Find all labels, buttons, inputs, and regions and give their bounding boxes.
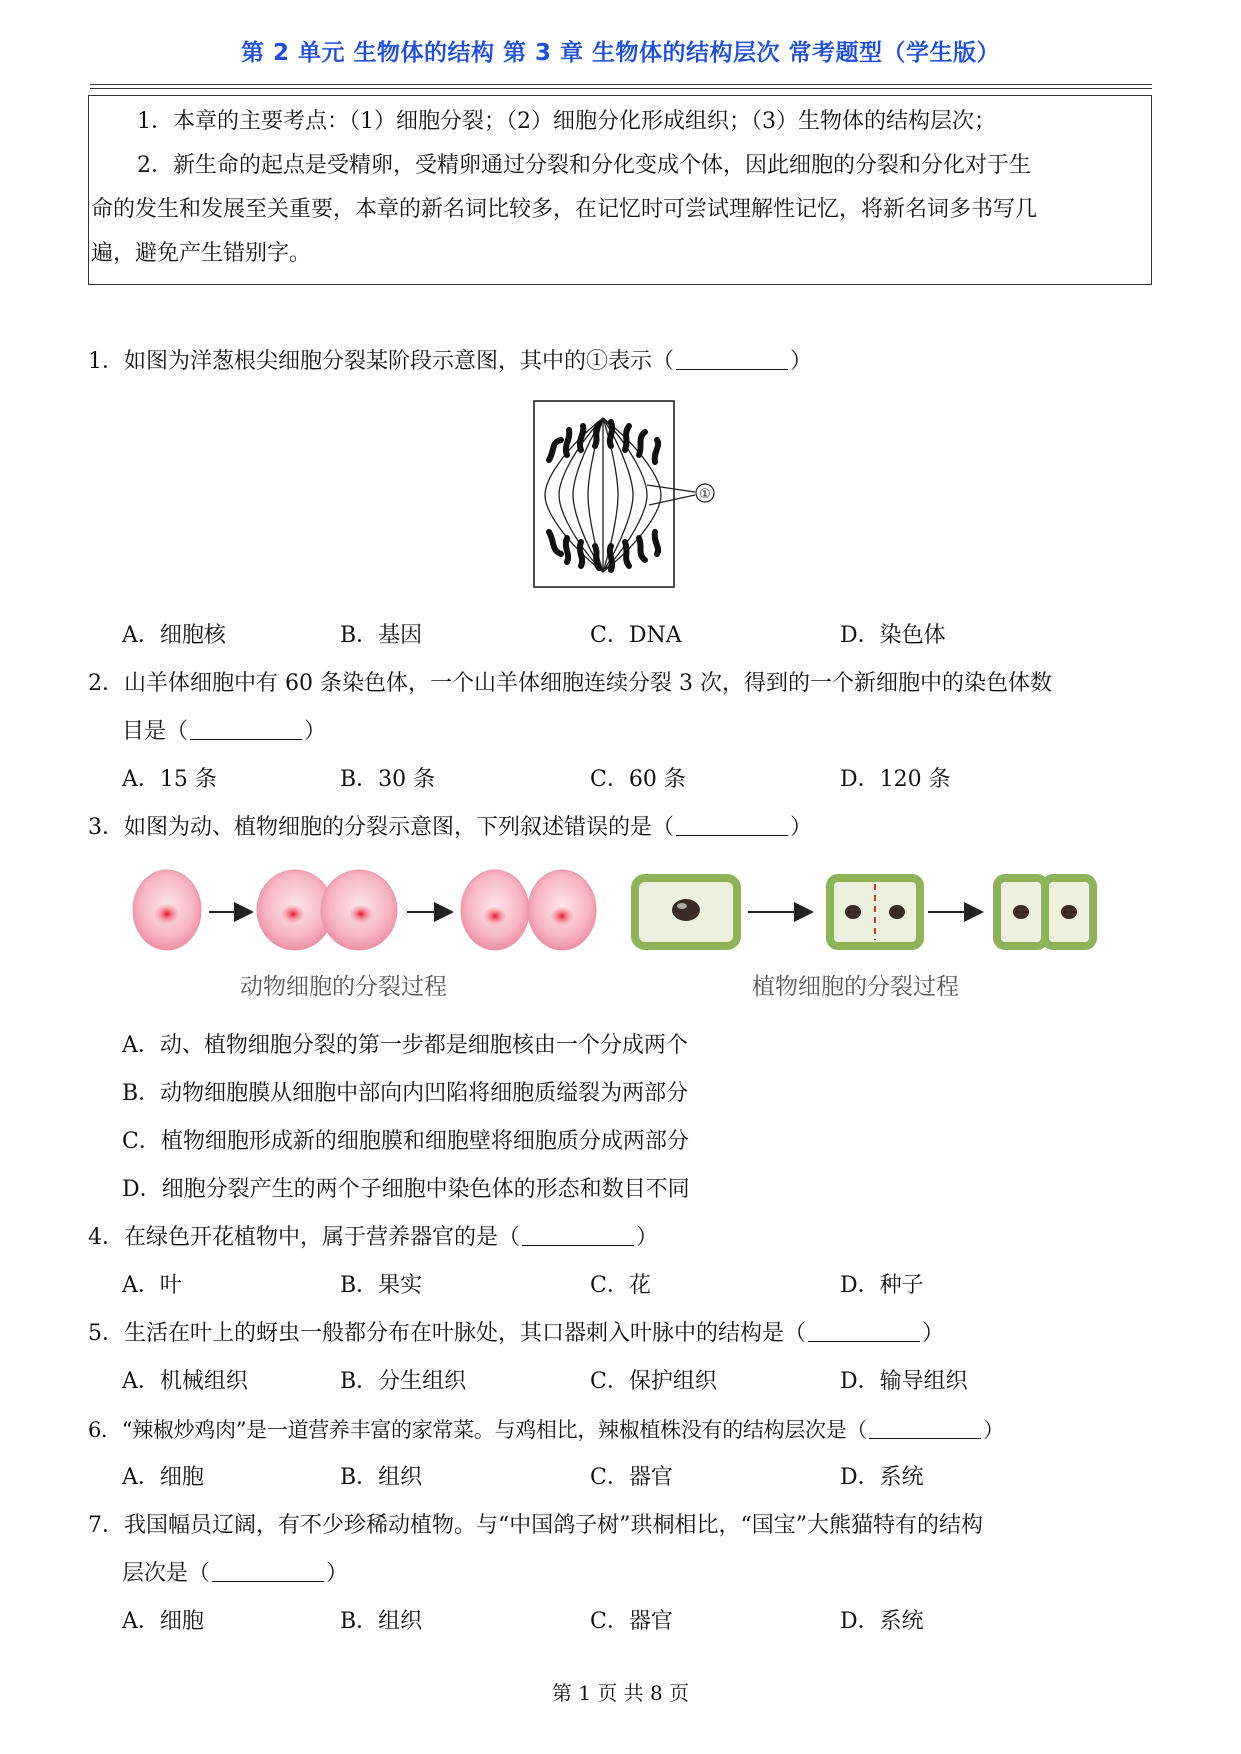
question-3-option-a[interactable]: A．动、植物细胞分裂的第一步都是细胞核由一个分成两个 — [122, 1033, 688, 1058]
question-5-option-b[interactable]: B．分生组织 — [340, 1369, 467, 1394]
question-4-option-d[interactable]: D．种子 — [840, 1273, 924, 1298]
question-3-stem: 3．如图为动、植物细胞的分裂示意图，下列叙述错误的是（ ） — [88, 806, 812, 850]
animal-cell-stage-1 — [133, 870, 201, 950]
question-5-option-a[interactable]: A．机械组织 — [122, 1369, 248, 1394]
cell-division-comparison-figure — [125, 862, 1135, 962]
question-1-stem: 1．如图为洋葱根尖细胞分裂某阶段示意图，其中的①表示（ ） — [88, 340, 812, 384]
question-7-stem-continued: 层次是（ ） — [122, 1552, 348, 1596]
question-2-option-a[interactable]: A．15 条 — [122, 767, 217, 792]
answer-blank[interactable] — [212, 1557, 324, 1582]
question-4-option-b[interactable]: B．果实 — [340, 1273, 423, 1298]
question-3-option-b[interactable]: B．动物细胞膜从细胞中部向内凹陷将细胞质缢裂为两部分 — [122, 1081, 689, 1106]
animal-cell-stage-2 — [257, 870, 397, 950]
plant-cell-stage-2 — [830, 878, 920, 946]
question-2-option-c[interactable]: C．60 条 — [590, 767, 686, 792]
question-1-option-d[interactable]: D．染色体 — [840, 623, 946, 648]
page-title: 第 2 单元 生物体的结构 第 3 章 生物体的结构层次 常考题型（学生版） — [240, 40, 1001, 66]
question-4-stem: 4．在绿色开花植物中，属于营养器官的是（ ） — [88, 1216, 658, 1260]
question-6-option-b[interactable]: B．组织 — [340, 1465, 423, 1490]
intro-line-2: 2．新生命的起点是受精卵，受精卵通过分裂和分化变成个体，因此细胞的分裂和分化对于生 — [137, 153, 1032, 178]
figure-label-1: ① — [699, 487, 711, 502]
question-5-stem: 5．生活在叶上的蚜虫一般都分布在叶脉处，其口器刺入叶脉中的结构是（ ） — [88, 1312, 944, 1356]
question-6-option-c[interactable]: C．器官 — [590, 1465, 673, 1490]
question-5-option-d[interactable]: D．输导组织 — [840, 1369, 968, 1394]
plant-cell-stage-3 — [997, 878, 1093, 946]
question-2-option-b[interactable]: B．30 条 — [340, 767, 436, 792]
intro-line-4: 遍，避免产生错别字。 — [91, 241, 312, 266]
plant-division-caption: 植物细胞的分裂过程 — [752, 974, 959, 1000]
question-4-option-a[interactable]: A．叶 — [122, 1273, 182, 1298]
question-6-stem: 6．“辣椒炒鸡肉”是一道营养丰富的家常菜。与鸡相比，辣椒植株没有的结构层次是（ ） — [88, 1408, 1004, 1452]
answer-blank[interactable] — [808, 1317, 920, 1342]
intro-line-3: 命的发生和发展至关重要，本章的新名词比较多，在记忆时可尝试理解性记忆，将新名词多书写几 — [91, 197, 1038, 222]
question-1-option-a[interactable]: A．细胞核 — [122, 623, 226, 648]
question-4-option-c[interactable]: C．花 — [590, 1273, 651, 1298]
question-6-option-a[interactable]: A．细胞 — [122, 1465, 204, 1490]
question-2-option-d[interactable]: D．120 条 — [840, 767, 951, 792]
question-2-stem: 2．山羊体细胞中有 60 条染色体，一个山羊体细胞连续分裂 3 次，得到的一个新细胞中的染色体数 — [88, 671, 1052, 696]
answer-blank[interactable] — [676, 345, 788, 370]
question-7-option-d[interactable]: D．系统 — [840, 1609, 924, 1634]
question-3-option-c[interactable]: C．植物细胞形成新的细胞膜和细胞壁将细胞质分成两部分 — [122, 1129, 689, 1154]
animal-division-caption: 动物细胞的分裂过程 — [240, 974, 447, 1000]
answer-blank[interactable] — [869, 1414, 981, 1439]
question-1-option-c[interactable]: C．DNA — [590, 623, 682, 648]
question-3-option-d[interactable]: D．细胞分裂产生的两个子细胞中染色体的形态和数目不同 — [122, 1177, 690, 1202]
question-7-option-a[interactable]: A．细胞 — [122, 1609, 204, 1634]
answer-blank[interactable] — [190, 715, 302, 740]
question-5-option-c[interactable]: C．保护组织 — [590, 1369, 717, 1394]
question-7-option-c[interactable]: C．器官 — [590, 1609, 673, 1634]
animal-cell-stage-3 — [461, 870, 596, 950]
header-divider — [90, 84, 1152, 85]
chapter-intro-box — [88, 95, 1152, 285]
page-number-footer: 第 1 页 共 8 页 — [551, 1681, 690, 1705]
intro-line-1: 1．本章的主要考点：（1）细胞分裂；（2）细胞分化形成组织；（3）生物体的结构层次； — [137, 109, 996, 134]
header-divider-secondary — [90, 88, 1152, 89]
plant-cell-stage-1 — [635, 878, 737, 946]
question-7-stem: 7．我国幅员辽阔，有不少珍稀动植物。与“中国鸽子树”珙桐相比，“国宝”大熊猫特有的结构 — [88, 1513, 983, 1538]
question-2-stem-continued: 目是（ ） — [122, 710, 326, 754]
question-1-option-b[interactable]: B．基因 — [340, 623, 423, 648]
question-7-option-b[interactable]: B．组织 — [340, 1609, 423, 1634]
onion-root-cell-division-figure — [533, 400, 773, 590]
answer-blank[interactable] — [676, 811, 788, 836]
question-6-option-d[interactable]: D．系统 — [840, 1465, 924, 1490]
answer-blank[interactable] — [522, 1221, 634, 1246]
